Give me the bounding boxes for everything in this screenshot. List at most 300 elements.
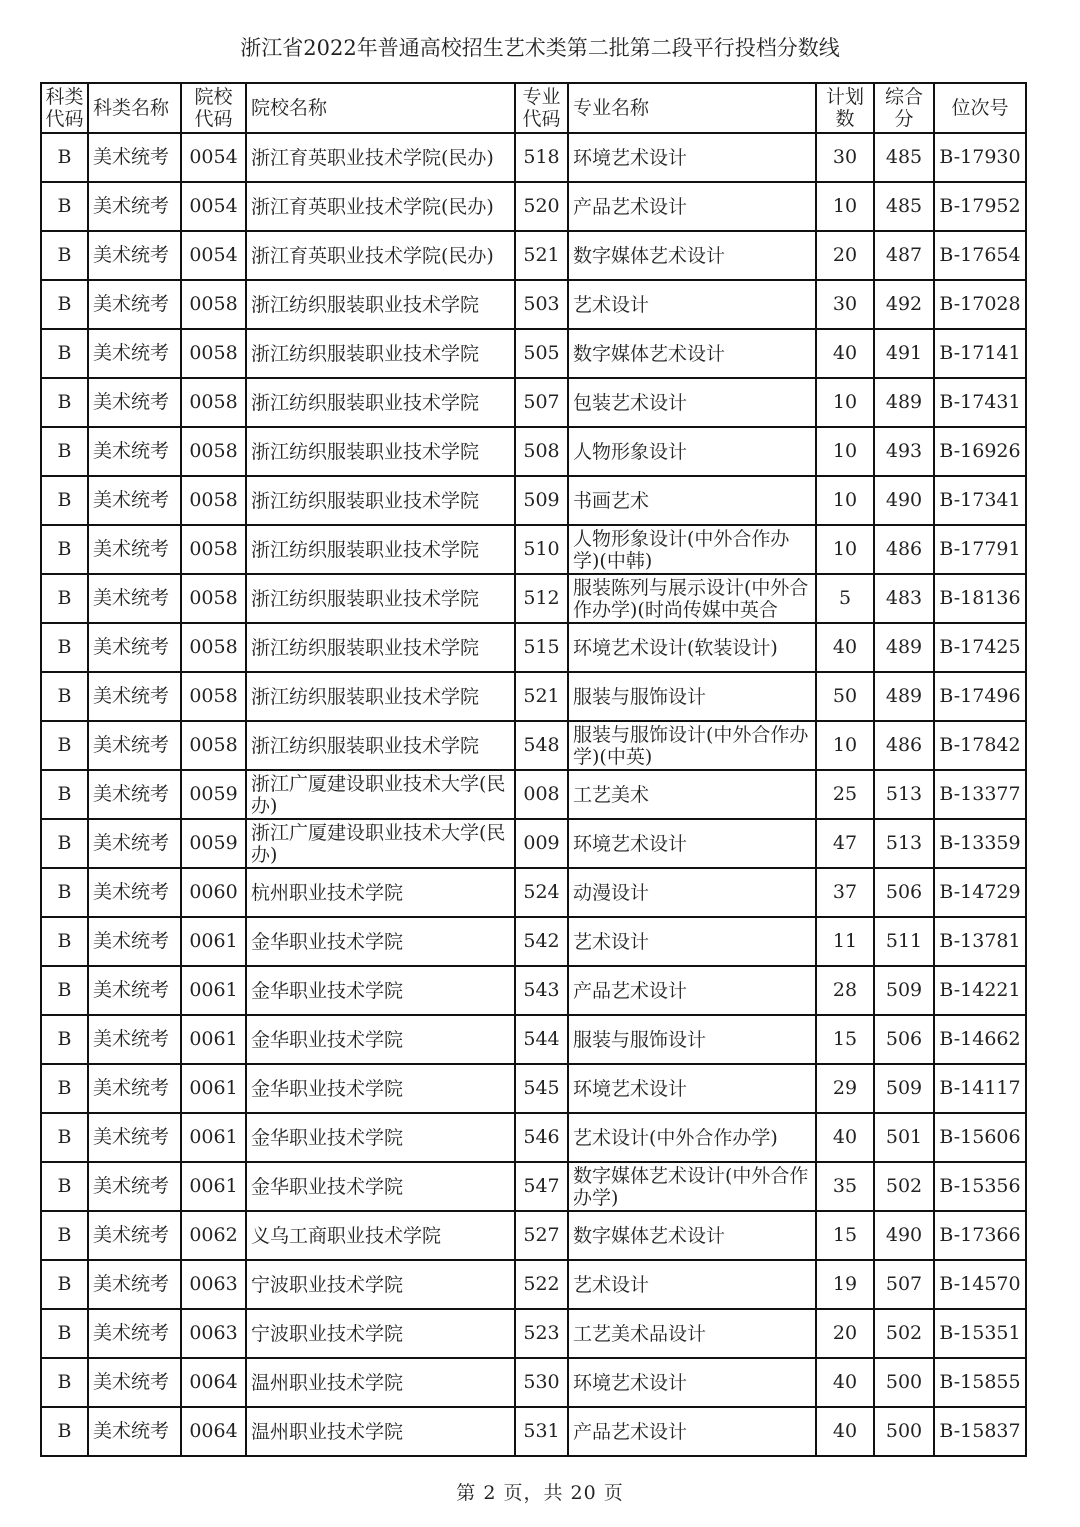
cell-school-code-text: 0058 [189,391,238,413]
cell-subject-code [41,427,88,476]
cell-plan-count-text: 40 [832,1420,858,1442]
cell-rank [934,378,1026,427]
cell-subject-code [41,966,88,1015]
cell-school-name [246,1211,515,1260]
cell-subject-name [88,182,181,231]
cell-composite-score-text: 502 [885,1322,923,1344]
cell-school-code-text: 0061 [189,1175,238,1197]
table-row [41,819,1026,868]
table-row [41,1260,1026,1309]
header-school-name: 院校名称 [246,83,515,133]
cell-plan-count-text: 20 [832,1322,858,1344]
cell-major-code [515,1260,568,1309]
cell-subject-code [41,574,88,623]
cell-composite-score-text: 491 [885,342,923,364]
cell-subject-name-text: 美术统考 [93,1224,170,1246]
cell-school-code [181,1358,246,1407]
cell-school-name-text: 金华职业技术学院 [251,979,404,1002]
cell-major-code-text: 548 [523,734,560,756]
cell-subject-name-text: 美术统考 [93,391,170,413]
cell-school-code-text: 0062 [189,1224,238,1246]
cell-major-name [568,231,816,280]
cell-composite-score-text: 489 [885,636,923,658]
header-plan-count: 计划数 [816,83,874,133]
cell-major-name-text: 包装艺术设计 [573,391,688,414]
cell-subject-code [41,1211,88,1260]
cell-major-code [515,966,568,1015]
cell-major-code [515,133,568,182]
cell-major-name-text: 环境艺术设计 [573,1077,688,1100]
cell-major-code [515,1162,568,1211]
cell-subject-name [88,525,181,574]
cell-subject-name-text: 美术统考 [93,881,170,903]
header-school-code: 院校代码 [181,83,246,133]
cell-plan-count [816,182,874,231]
cell-major-name-text: 艺术设计(中外合作办学) [573,1126,778,1149]
cell-plan-count [816,1309,874,1358]
table-row [41,1162,1026,1211]
cell-plan-count [816,623,874,672]
cell-plan-count [816,280,874,329]
cell-major-name-text: 产品艺术设计 [573,195,688,218]
cell-rank [934,819,1026,868]
cell-major-code [515,1113,568,1162]
cell-rank-text: B-15837 [939,1420,1021,1442]
cell-rank-text: B-13359 [939,832,1021,854]
cell-school-name [246,231,515,280]
cell-subject-code-text: B [57,342,72,364]
cell-school-name [246,1113,515,1162]
cell-major-name-text: 艺术设计 [573,293,650,316]
cell-major-name [568,525,816,574]
cell-composite-score [874,770,934,819]
cell-major-name [568,1211,816,1260]
cell-major-code-text: 521 [523,685,560,707]
cell-subject-name-text: 美术统考 [93,685,170,707]
cell-rank-text: B-14729 [939,881,1021,903]
cell-school-code [181,868,246,917]
cell-subject-name [88,917,181,966]
cell-composite-score [874,672,934,721]
table-row [41,574,1026,623]
cell-subject-code [41,1162,88,1211]
cell-subject-code-text: B [57,881,72,903]
cell-subject-name-text: 美术统考 [93,1175,170,1197]
cell-composite-score-text: 490 [885,489,923,511]
cell-rank-text: B-17496 [939,685,1021,707]
cell-plan-count-text: 40 [832,1126,858,1148]
cell-subject-name [88,1407,181,1456]
cell-composite-score-text: 487 [885,244,923,266]
cell-plan-count [816,1407,874,1456]
cell-subject-name [88,819,181,868]
cell-school-code [181,1113,246,1162]
cell-subject-code-text: B [57,734,72,756]
table-row [41,868,1026,917]
cell-plan-count-text: 10 [832,391,858,413]
cell-school-name [246,427,515,476]
cell-school-code [181,525,246,574]
cell-major-code [515,476,568,525]
cell-school-name [246,672,515,721]
cell-school-code [181,378,246,427]
cell-plan-count-text: 40 [832,636,858,658]
table-row [41,1015,1026,1064]
cell-subject-code [41,231,88,280]
cell-major-name [568,378,816,427]
cell-composite-score-text: 506 [885,1028,923,1050]
cell-subject-code [41,721,88,770]
cell-major-name-text: 服装与服饰设计(中外合作办学)(中英) [573,723,809,768]
cell-subject-code [41,1113,88,1162]
cell-major-name [568,476,816,525]
cell-school-code-text: 0058 [189,440,238,462]
cell-subject-code [41,917,88,966]
cell-major-code [515,378,568,427]
cell-major-name-text: 动漫设计 [573,881,650,904]
table-row [41,623,1026,672]
cell-major-name [568,1064,816,1113]
cell-composite-score [874,1309,934,1358]
cell-rank [934,1358,1026,1407]
cell-school-name-text: 金华职业技术学院 [251,1126,404,1149]
cell-rank-text: B-16926 [939,440,1021,462]
cell-major-name-text: 服装与服饰设计 [573,1028,707,1051]
cell-rank [934,1211,1026,1260]
cell-subject-code-text: B [57,587,72,609]
cell-composite-score-text: 506 [885,881,923,903]
cell-major-name [568,770,816,819]
cell-school-code-text: 0060 [189,881,238,903]
cell-school-code [181,574,246,623]
cell-composite-score-text: 493 [885,440,923,462]
table-row [41,525,1026,574]
cell-school-name-text: 浙江纺织服装职业技术学院 [251,734,480,757]
header-rank: 位次号 [934,83,1026,133]
cell-school-name [246,525,515,574]
cell-composite-score-text: 507 [885,1273,923,1295]
cell-school-code-text: 0061 [189,1126,238,1148]
table-row [41,1113,1026,1162]
cell-subject-code [41,525,88,574]
cell-subject-code-text: B [57,489,72,511]
cell-rank [934,1260,1026,1309]
cell-subject-name [88,574,181,623]
table-row [41,1407,1026,1456]
cell-school-code [181,427,246,476]
cell-rank [934,280,1026,329]
cell-subject-name [88,329,181,378]
cell-subject-code-text: B [57,195,72,217]
cell-plan-count-text: 40 [832,342,858,364]
cell-plan-count [816,231,874,280]
cell-subject-code [41,1309,88,1358]
cell-school-name-text: 浙江纺织服装职业技术学院 [251,440,480,463]
cell-plan-count-text: 40 [832,1371,858,1393]
cell-subject-code-text: B [57,1273,72,1295]
table-row [41,1211,1026,1260]
cell-subject-name [88,280,181,329]
cell-school-name [246,1064,515,1113]
cell-school-name [246,819,515,868]
cell-subject-name-text: 美术统考 [93,293,170,315]
cell-composite-score-text: 501 [885,1126,923,1148]
cell-composite-score [874,525,934,574]
cell-major-name [568,1358,816,1407]
cell-major-code-text: 515 [523,636,560,658]
cell-subject-name-text: 美术统考 [93,538,170,560]
cell-plan-count-text: 35 [832,1175,858,1197]
cell-rank-text: B-17341 [939,489,1021,511]
cell-school-code [181,917,246,966]
cell-major-name-text: 艺术设计 [573,930,650,953]
cell-major-name-text: 人物形象设计(中外合作办学)(中韩) [573,527,790,572]
cell-school-name-text: 浙江纺织服装职业技术学院 [251,293,480,316]
cell-major-code-text: 009 [523,832,560,854]
cell-plan-count [816,378,874,427]
cell-school-code-text: 0054 [189,146,238,168]
cell-school-name [246,182,515,231]
cell-school-code [181,280,246,329]
cell-rank-text: B-17141 [939,342,1021,364]
cell-composite-score [874,623,934,672]
cell-plan-count [816,868,874,917]
cell-subject-code-text: B [57,1175,72,1197]
cell-subject-code-text: B [57,1126,72,1148]
cell-school-name-text: 浙江纺织服装职业技术学院 [251,538,480,561]
cell-composite-score [874,1260,934,1309]
cell-plan-count-text: 30 [832,293,858,315]
cell-major-name [568,329,816,378]
cell-school-name-text: 温州职业技术学院 [251,1371,404,1394]
cell-rank-text: B-17366 [939,1224,1021,1246]
cell-major-name-text: 数字媒体艺术设计 [573,342,726,365]
cell-major-code-text: 547 [523,1175,560,1197]
cell-school-code [181,672,246,721]
cell-major-code [515,1211,568,1260]
cell-subject-code [41,1407,88,1456]
cell-school-name-text: 浙江广厦建设职业技术大学(民办) [251,821,506,866]
cell-school-code-text: 0059 [189,783,238,805]
cell-plan-count-text: 29 [832,1077,858,1099]
cell-school-code-text: 0058 [189,734,238,756]
table-row [41,672,1026,721]
cell-subject-code [41,770,88,819]
cell-major-code-text: 507 [523,391,560,413]
cell-composite-score-text: 511 [885,930,923,952]
document-title: 浙江省2022年普通高校招生艺术类第二批第二段平行投档分数线 [240,36,840,60]
cell-school-code [181,770,246,819]
cell-composite-score [874,427,934,476]
cell-composite-score [874,1015,934,1064]
cell-major-name [568,819,816,868]
cell-major-code [515,1407,568,1456]
cell-school-name-text: 杭州职业技术学院 [251,881,404,904]
cell-major-name-text: 数字媒体艺术设计(中外合作办学) [573,1164,809,1209]
cell-subject-name [88,1015,181,1064]
cell-rank-text: B-14662 [939,1028,1021,1050]
cell-school-name-text: 浙江纺织服装职业技术学院 [251,489,480,512]
cell-subject-name [88,378,181,427]
cell-subject-name [88,1064,181,1113]
cell-subject-name [88,721,181,770]
cell-major-code [515,280,568,329]
cell-composite-score [874,1162,934,1211]
table-row [41,476,1026,525]
cell-subject-code [41,1358,88,1407]
cell-major-name-text: 产品艺术设计 [573,979,688,1002]
cell-plan-count-text: 30 [832,146,858,168]
cell-rank-text: B-17842 [939,734,1021,756]
cell-subject-name [88,133,181,182]
cell-plan-count-text: 11 [832,930,858,952]
cell-major-name [568,1162,816,1211]
cell-major-code-text: 543 [523,979,560,1001]
cell-school-name [246,1407,515,1456]
cell-composite-score-text: 485 [885,146,923,168]
cell-rank [934,623,1026,672]
cell-major-code-text: 531 [523,1420,560,1442]
cell-major-name [568,1309,816,1358]
cell-major-code-text: 544 [523,1028,560,1050]
cell-school-code [181,1260,246,1309]
cell-school-code [181,623,246,672]
cell-school-code [181,819,246,868]
cell-subject-code-text: B [57,146,72,168]
cell-rank-text: B-15356 [939,1175,1021,1197]
cell-major-name-text: 数字媒体艺术设计 [573,1224,726,1247]
cell-rank-text: B-18136 [939,587,1021,609]
cell-plan-count [816,1064,874,1113]
cell-major-code-text: 524 [523,881,560,903]
cell-plan-count-text: 10 [832,195,858,217]
cell-subject-name-text: 美术统考 [93,636,170,658]
cell-major-name-text: 数字媒体艺术设计 [573,244,726,267]
cell-composite-score-text: 513 [885,783,923,805]
cell-subject-code [41,1064,88,1113]
cell-plan-count-text: 28 [832,979,858,1001]
cell-composite-score-text: 492 [885,293,923,315]
cell-rank-text: B-17791 [939,538,1021,560]
cell-school-name-text: 浙江纺织服装职业技术学院 [251,636,480,659]
cell-subject-name [88,1309,181,1358]
cell-subject-code [41,623,88,672]
cell-rank-text: B-17654 [939,244,1021,266]
cell-rank [934,1309,1026,1358]
cell-subject-name-text: 美术统考 [93,1028,170,1050]
cell-major-code-text: 512 [523,587,560,609]
cell-school-name [246,966,515,1015]
cell-school-code-text: 0064 [189,1420,238,1442]
cell-major-code-text: 542 [523,930,560,952]
cell-composite-score-text: 490 [885,1224,923,1246]
cell-composite-score [874,721,934,770]
cell-rank [934,1064,1026,1113]
cell-school-name-text: 金华职业技术学院 [251,1077,404,1100]
cell-plan-count [816,329,874,378]
cell-school-code-text: 0058 [189,685,238,707]
cell-composite-score [874,133,934,182]
cell-school-code [181,1309,246,1358]
cell-subject-code [41,868,88,917]
cell-subject-name [88,1162,181,1211]
cell-school-name [246,476,515,525]
cell-school-code-text: 0058 [189,587,238,609]
cell-composite-score-text: 509 [885,979,923,1001]
cell-school-code [181,182,246,231]
cell-subject-code-text: B [57,636,72,658]
cell-school-code [181,1162,246,1211]
cell-composite-score-text: 489 [885,685,923,707]
cell-subject-name-text: 美术统考 [93,1273,170,1295]
cell-school-name-text: 义乌工商职业技术学院 [251,1224,442,1247]
cell-rank-text: B-13377 [939,783,1021,805]
cell-school-name [246,1358,515,1407]
cell-school-code [181,476,246,525]
cell-subject-name-text: 美术统考 [93,1371,170,1393]
cell-rank [934,182,1026,231]
cell-subject-name [88,1211,181,1260]
cell-subject-code-text: B [57,685,72,707]
cell-composite-score [874,280,934,329]
cell-subject-code [41,672,88,721]
cell-subject-name [88,672,181,721]
cell-school-code-text: 0063 [189,1322,238,1344]
cell-subject-name [88,231,181,280]
cell-major-name [568,280,816,329]
table-row [41,280,1026,329]
cell-school-code-text: 0058 [189,489,238,511]
cell-rank [934,427,1026,476]
cell-school-name-text: 浙江育英职业技术学院(民办) [251,195,494,218]
cell-major-code-text: 518 [523,146,560,168]
cell-subject-code-text: B [57,1028,72,1050]
cell-school-code-text: 0054 [189,244,238,266]
cell-rank [934,574,1026,623]
cell-school-name-text: 浙江广厦建设职业技术大学(民办) [251,772,506,817]
cell-subject-name [88,1260,181,1309]
cell-subject-name-text: 美术统考 [93,244,170,266]
cell-plan-count [816,1211,874,1260]
cell-subject-code-text: B [57,440,72,462]
cell-subject-name [88,476,181,525]
cell-major-name-text: 环境艺术设计(软装设计) [573,636,778,659]
cell-plan-count [816,427,874,476]
cell-rank [934,1015,1026,1064]
cell-school-code-text: 0059 [189,832,238,854]
cell-rank-text: B-14117 [939,1077,1021,1099]
cell-major-code-text: 546 [523,1126,560,1148]
cell-school-name [246,623,515,672]
cell-school-code-text: 0061 [189,1077,238,1099]
cell-plan-count [816,1260,874,1309]
cell-rank [934,672,1026,721]
cell-school-code-text: 0063 [189,1273,238,1295]
cell-major-code [515,1064,568,1113]
cell-school-code [181,1407,246,1456]
cell-school-name [246,1309,515,1358]
cell-plan-count [816,1358,874,1407]
cell-subject-code-text: B [57,293,72,315]
cell-major-code [515,427,568,476]
cell-school-name [246,1015,515,1064]
cell-major-code-text: 509 [523,489,560,511]
cell-school-code [181,721,246,770]
cell-major-name [568,917,816,966]
cell-school-name [246,721,515,770]
cell-subject-code-text: B [57,979,72,1001]
cell-school-name-text: 宁波职业技术学院 [251,1322,404,1345]
